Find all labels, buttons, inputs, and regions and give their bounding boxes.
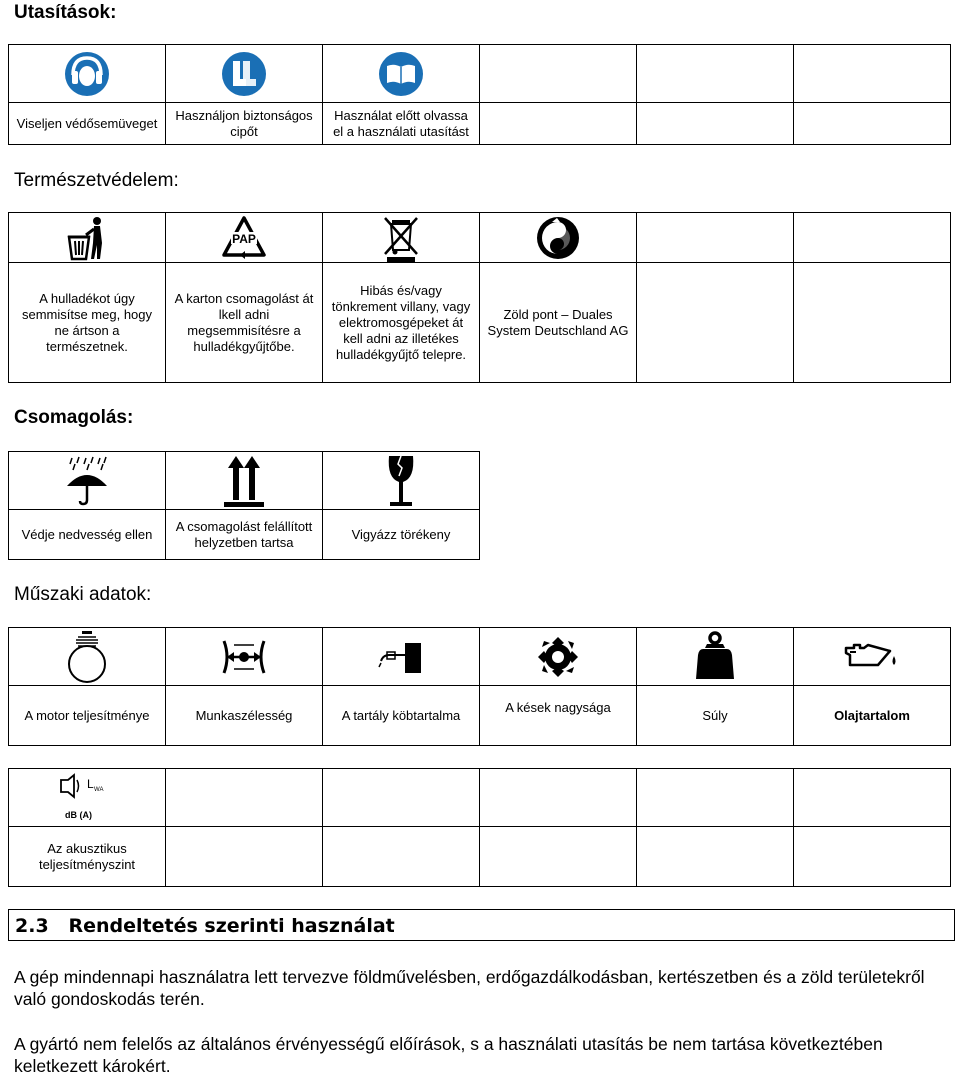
- nature-table: [8, 212, 951, 383]
- empty-cell: [323, 827, 480, 887]
- empty-cell: [637, 213, 794, 263]
- packaging-table: [8, 451, 480, 560]
- technical-icon-cell: [794, 628, 951, 686]
- this-way-up-icon: [222, 454, 266, 508]
- acoustic-table: [8, 768, 951, 887]
- caption-cell: Súly: [637, 686, 794, 746]
- packaging-icon-cell: [323, 452, 480, 510]
- paragraph: A gyártó nem felelős az általános érvényességű előírások, s a használati utasítás be nem tartása következtében keletkezett károkért.: [14, 1034, 883, 1076]
- packaging-icon-cell: [166, 452, 323, 510]
- sound-power-icon: [57, 772, 117, 824]
- caption-cell: A hulladékot úgy semmisítse meg, hogy ne ártson a természetnek.: [9, 263, 166, 383]
- caption-cell: Az akusztikus teljesítményszint: [9, 827, 166, 887]
- tank-capacity-icon: [377, 637, 425, 677]
- umbrella-rain-icon: [64, 456, 110, 506]
- technical-icon-cell: [166, 628, 323, 686]
- section-title-box: [8, 909, 955, 941]
- empty-cell: [637, 103, 794, 145]
- caption-cell: A kések nagysága: [480, 686, 637, 746]
- lwa-subscript: WA: [94, 786, 104, 793]
- technical-icon-cell: [9, 628, 166, 686]
- technical-icon-cell: [323, 628, 480, 686]
- ear-protection-icon: [64, 51, 110, 97]
- caption-cell: Védje nedvesség ellen: [9, 510, 166, 560]
- blade-icon: [534, 633, 582, 681]
- empty-cell: [480, 769, 637, 827]
- nature-icon-cell: [166, 213, 323, 263]
- green-dot-icon: [536, 216, 580, 260]
- empty-cell: [637, 45, 794, 103]
- packaging-icon-cell: [9, 452, 166, 510]
- nature-icon-cell: [480, 213, 637, 263]
- db-label: dB (A): [65, 809, 92, 820]
- caption-cell: A csomagolást felállított helyzetben tartsa: [166, 510, 323, 560]
- caption-cell: A tartály köbtartalma: [323, 686, 480, 746]
- acoustic-icon-cell: [9, 769, 166, 827]
- crossed-bin-icon: [381, 214, 421, 262]
- read-manual-icon: [378, 51, 424, 97]
- section-title: 2.3 Rendeltetés szerinti használat: [15, 915, 395, 937]
- caption-cell: Használat előtt olvassa el a használati utasítást: [323, 103, 480, 145]
- nature-icon-cell: [323, 213, 480, 263]
- cutting-width-icon: [220, 637, 268, 677]
- caption-cell: Zöld pont – Duales System Deutschland AG: [480, 263, 637, 383]
- technical-icon-cell: [637, 628, 794, 686]
- caption-cell: Olajtartalom: [794, 686, 951, 746]
- heading-nature: Természetvédelem:: [14, 170, 179, 191]
- caption-cell: A motor teljesítménye: [9, 686, 166, 746]
- fragile-glass-icon: [384, 454, 418, 508]
- empty-cell: [323, 769, 480, 827]
- caption-cell: Vigyázz törékeny: [323, 510, 480, 560]
- empty-cell: [166, 769, 323, 827]
- instructions-icon-cell: [166, 45, 323, 103]
- pap-recycle-icon: [220, 215, 268, 261]
- caption-cell: Munkaszélesség: [166, 686, 323, 746]
- instructions-icon-cell: [9, 45, 166, 103]
- heading-instructions: Utasítások:: [14, 2, 117, 23]
- caption-cell: A karton csomagolást át lkell adni megsemmisítésre a hulladékgyűjtőbe.: [166, 263, 323, 383]
- technical-table: [8, 627, 951, 746]
- safety-boots-icon: [221, 51, 267, 97]
- empty-cell: [794, 263, 951, 383]
- heading-technical: Műszaki adatok:: [14, 584, 152, 605]
- empty-cell: [637, 263, 794, 383]
- lwa-label: L: [87, 776, 94, 791]
- empty-cell: [794, 103, 951, 145]
- technical-icon-cell: [480, 628, 637, 686]
- oil-can-icon: [842, 640, 902, 674]
- heading-packaging: Csomagolás:: [14, 407, 134, 428]
- empty-cell: [166, 827, 323, 887]
- empty-cell: [794, 213, 951, 263]
- empty-cell: [480, 45, 637, 103]
- nature-icon-cell: [9, 213, 166, 263]
- empty-cell: [637, 827, 794, 887]
- empty-cell: [480, 827, 637, 887]
- paragraph: A gép mindennapi használatra lett tervezve földművelésben, erdőgazdálkodásban, kertészetben és a zöld területekről való gondoskodás terén.: [14, 967, 925, 1009]
- litter-bin-icon: [64, 215, 110, 261]
- caption-cell: Használjon biztonságos cipőt: [166, 103, 323, 145]
- empty-cell: [794, 827, 951, 887]
- instructions-icon-cell: [323, 45, 480, 103]
- svg-text:PAP: PAP: [232, 231, 256, 246]
- empty-cell: [794, 45, 951, 103]
- engine-bulb-icon: [65, 630, 109, 684]
- instructions-table: [8, 44, 951, 145]
- empty-cell: [480, 103, 637, 145]
- empty-cell: [637, 769, 794, 827]
- weight-icon: [695, 631, 735, 683]
- caption-cell: Viseljen védősemüveget: [9, 103, 166, 145]
- empty-cell: [794, 769, 951, 827]
- caption-cell: Hibás és/vagy tönkrement villany, vagy elektromosgépeket át kell adni az illetékes hulladékgyűjtő telepre.: [323, 263, 480, 383]
